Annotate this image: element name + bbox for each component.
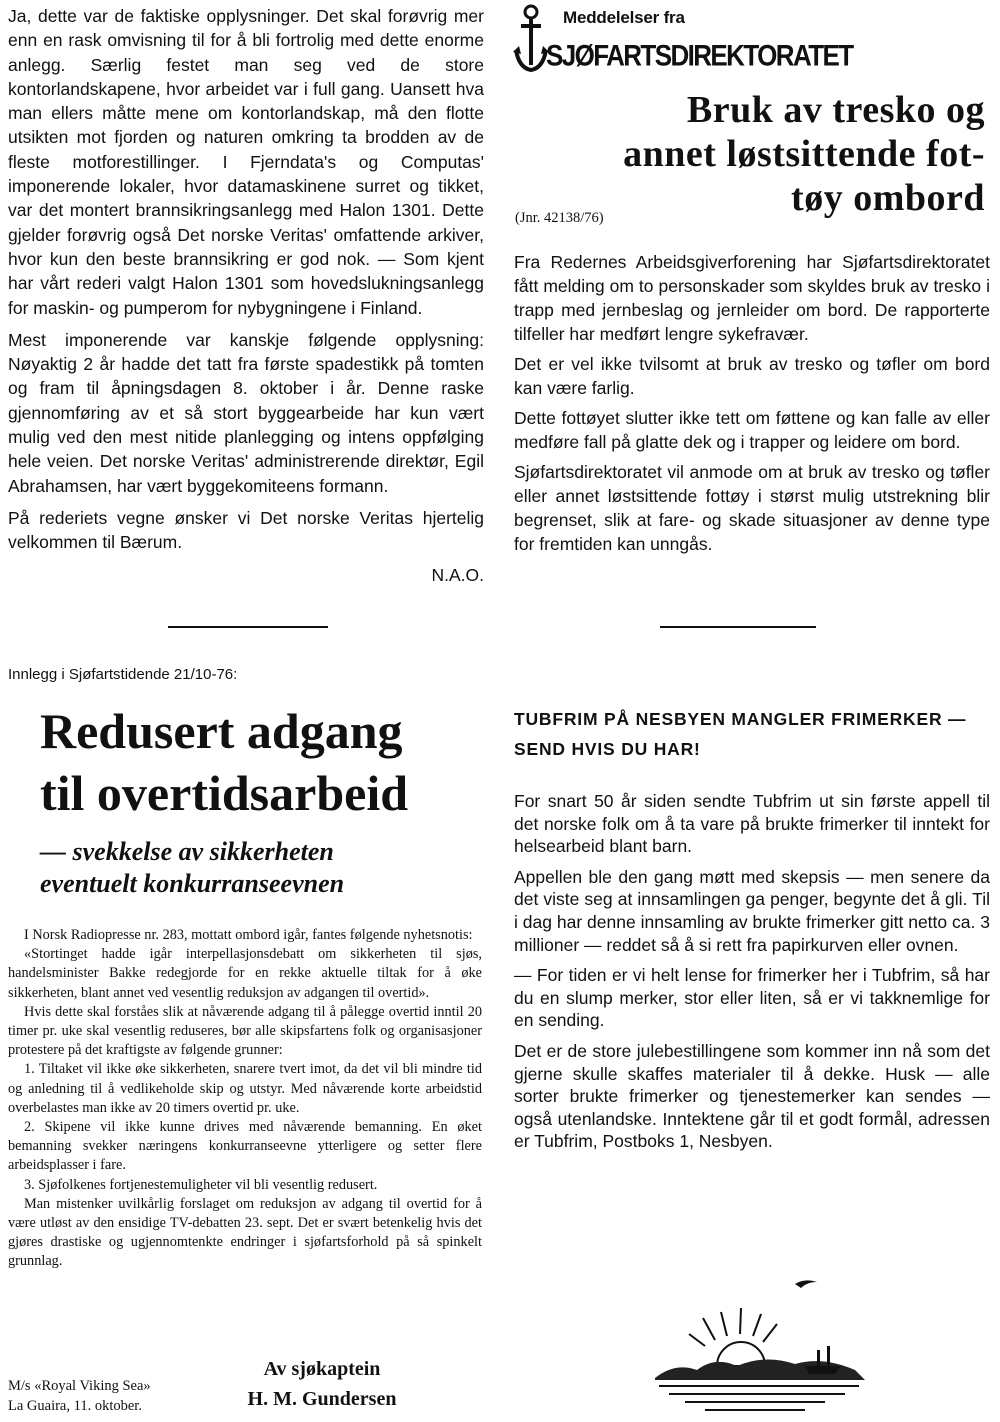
anchor-icon	[513, 4, 549, 76]
paragraph: 3. Sjøfolkenes fortjenestemuligheter vil bli vesentlig redusert.	[24, 1176, 378, 1193]
paragraph: — For tiden er vi helt lense for frimerker her i Tubfrim, så har du en slump merker, stor eller liten, så er vi takknemlige for en sending.	[514, 965, 990, 1031]
paragraph: Appellen ble den gang møtt med skepsis — men senere da det viste seg at innsamlingen ga penger, begynte det å gli. Til i dag har denne innsamling av brukte frimerker gitt netto ca. 3 millioner — reddet så å si rett fra papirkurven eller ovnen.	[514, 866, 990, 955]
title-line: annet løstsittende fot-	[623, 133, 985, 175]
subtitle-line: eventuelt konkurranseevnen	[40, 869, 345, 898]
paragraph: På rederiets vegne ønsker vi Det norske Veritas hjertelig velkommen til Bærum.	[8, 507, 484, 553]
dateline	[8, 1376, 151, 1416]
author-byline	[232, 1354, 412, 1414]
article-body-overtid	[8, 926, 482, 1272]
divider	[168, 626, 328, 628]
dateline-line: La Guaira, 11. oktober.	[8, 1398, 142, 1414]
article-header-sjofart	[513, 4, 993, 226]
header-large: SJØFARTSDIREKTORATET	[546, 38, 853, 73]
dateline-line: M/s «Royal Viking Sea»	[8, 1378, 151, 1394]
paragraph: I Norsk Radiopresse nr. 283, mottatt ombord igår, fantes følgende nyhetsnotis:	[24, 927, 473, 943]
paragraph: Hvis dette skal forståes slik at nåværende adgang til å pålegge overtid inntil 20 timer pr. uke skal vesentlig reduseres, bør alle skipsfartens folk og organisasjoner protestere på det kraftigste av følgende grunner:	[8, 1003, 482, 1059]
signature: N.A.O.	[431, 564, 484, 585]
paragraph: Det er de store julebestillingene som kommer inn nå som det gjerne skulle skaffes materialer til å dekke. Husk — alle sorter brukte frimerker og tjenestemerker kan sendes — også utenlandske. Inntektene går til et godt formål, adressen er Tubfrim, Postboks 1, Nesbyen.	[514, 1040, 990, 1152]
subtitle-line: — svekkelse av sikkerheten	[40, 837, 334, 866]
sunset-seascape-illustration	[645, 1270, 875, 1420]
article-veritas-continuation	[8, 4, 484, 587]
title-line: Bruk av tresko og	[686, 89, 985, 131]
paragraph: Det er vel ikke tvilsomt at bruk av tresko og tøfler om bord kan være farlig.	[514, 354, 990, 398]
article-title	[513, 88, 985, 220]
paragraph: «Stortinget hadde igår interpellasjonsdebatt om sikkerheten til sjøs, handelsminister Bakke redegjorde for en rekke aktuelle tiltak for å øke sikkerheten, blant annet ved vesentlig reduksjon av adgangen til overtid».	[8, 946, 482, 1001]
divider	[660, 626, 816, 628]
paragraph: 2. Skipene vil ikke kunne drives med nåværende bemanning. En øket bemanning svekker næringens konkurranseevne ytterligere og setter flere arbeidsplasser i fare.	[8, 1119, 482, 1174]
title-line: til overtidsarbeid	[40, 765, 409, 821]
article-body-sjofart	[514, 250, 990, 562]
paragraph: 1. Tiltaket vil ikke øke sikkerheten, snarere tvert imot, da det vil bli mindre tid og anledning til å vedlikeholde skip og utstyr. Med nåværende korte arbeidstid overbelastes man ikke av 20 timers overtid pr. uke.	[8, 1061, 482, 1116]
paragraph: Mest imponerende var kanskje følgende opplysning: Nøyaktig 2 år hadde det tatt fra første spadestikk på tomten og fram til åpningsdagen 8. oktober i år. Denne raske gjennomføring av et så stort byggearbeide har kun vært mulig ved den mest nitide planlegging og intens oppfølging hele veien. Det norske Veritas' administrerende direktør, Egil Abrahamsen, har vært byggekomiteens formann.	[8, 329, 484, 496]
byline-line: Av sjøkaptein	[263, 1358, 381, 1380]
paragraph: Dette fottøyet slutter ikke tett om føttene og kan falle av eller medføre fall på glatte dek og i trapper og leidere om bord.	[514, 408, 990, 452]
article-title: TUBFRIM PÅ NESBYEN MANGLER FRIMERKER — SEND HVIS DU HAR!	[514, 709, 967, 759]
reference-number: (Jnr. 42138/76)	[515, 210, 604, 226]
paragraph: For snart 50 år siden sendte Tubfrim ut sin første appell til det norske folk om å ta vare på brukte frimerker til inntekt for helsearbeid blant barn.	[514, 791, 990, 857]
article-subtitle	[40, 836, 460, 900]
paragraph: Man mistenker uvilkårlig forslaget om reduksjon av adgang til overtid for å være utløst av den ensidige TV-debatten 23. sept. Det er svært betenkelig hvis det gjøres drastiske og ugjennomtenkte endringer i sjøfartsforhold på så spinkelt grunnlag.	[8, 1195, 482, 1270]
title-line: Redusert adgang	[40, 703, 403, 759]
article-pretitle: Innlegg i Sjøfartstidende 21/10-76:	[8, 666, 238, 683]
paragraph: Sjøfartsdirektoratet vil anmode om at bruk av tresko og tøfler eller annet løstsittende fottøy i størst mulig utstrekning blir begrenset, slik at fare- og skade situasjoner av denne type for fremtiden kan unngås.	[514, 462, 990, 554]
title-line: tøy ombord	[791, 177, 985, 219]
paragraph: Ja, dette var de faktiske opplysninger. Det skal forøvrig mer enn en rask omvisning til for å bli fortrolig med dette enorme anlegg. Særlig festet man seg ved de store kontorlandskapene, hvor arbeidet var i full gang. Uansett hva man ellers måtte mene om kontorlandskap, må den flotte utsikten mot fjorden og naturen omkring ta brodden av de fleste motforestillinger. I Fjerndata's og Computas' imponerende lokaler, hvor datamaskinene surret og tikket, var det montert brannsikringsanlegg med Halon 1301. Dette gjelder forøvrig også Det norske Veritas' omfattende arkiver, hvor kun den beste brannsikring er god nok. — Som kjent har vårt rederi valgt Halon 1301 som hovedslukningsanlegg for maskin- og pumperom for nybygningene i Finland.	[8, 6, 484, 318]
byline-line: H. M. Gundersen	[247, 1388, 397, 1410]
article-body-tubfrim	[514, 790, 990, 1161]
paragraph: Fra Redernes Arbeidsgiverforening har Sjøfartsdirektoratet fått melding om to personskader som skyldes bruk av tresko i trapp med jernbeslag og jernleider om bord. De rapporterte tilfeller har medført lengre sykefravær.	[514, 252, 990, 344]
header-small: Meddelelser fra	[563, 8, 685, 27]
article-title	[40, 700, 500, 824]
